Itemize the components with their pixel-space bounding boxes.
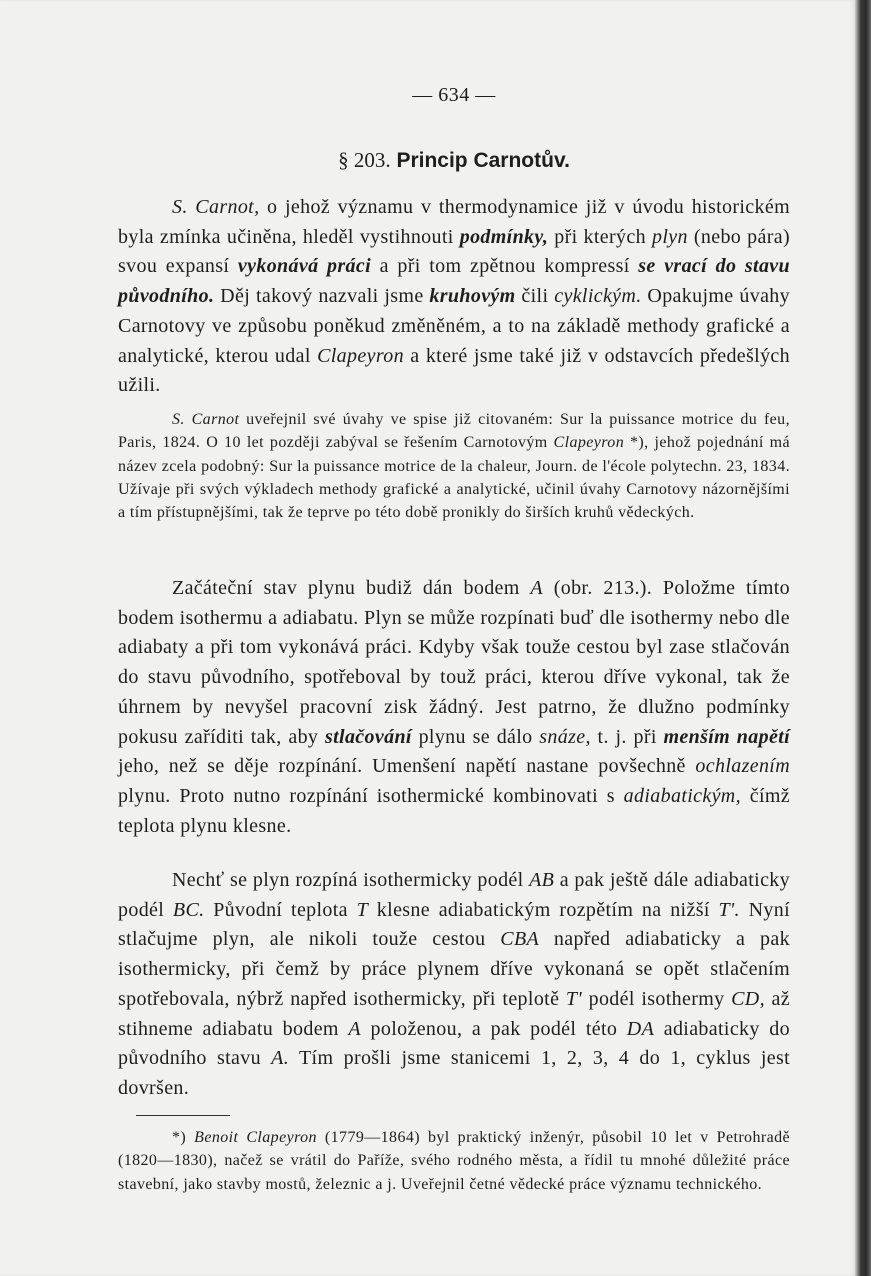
page-edge-shadow	[855, 0, 871, 1276]
text-run: Opakujme úvahy Carnotovy ve způsobu poněkud změněném, a to na základě methody grafické a analytické, kterou udal	[118, 285, 791, 367]
emphasis-run: cyklickým.	[554, 285, 642, 308]
text-run: plynu se dálo	[411, 725, 540, 748]
emphasis-run: se vrací do stavu původního.	[118, 255, 790, 308]
emphasis-run: A	[348, 1017, 361, 1040]
emphasis-run: CD,	[731, 987, 765, 1010]
page-number: — 634 —	[412, 84, 496, 106]
emphasis-run: S. Carnot,	[172, 196, 260, 218]
section-heading	[118, 148, 790, 173]
text-run: Nechť se plyn rozpíná isothermicky podél	[172, 869, 530, 891]
text-run: položenou, a pak podél této	[360, 1017, 627, 1040]
emphasis-run: A.	[271, 1047, 290, 1070]
text-run: adiabaticky do původního stavu	[118, 1017, 790, 1070]
emphasis-run: vykonává práci	[237, 255, 371, 278]
text-run: a při tom zpětnou kompressí	[371, 255, 639, 278]
text-run: při kterých	[548, 225, 652, 248]
text-run: klesne adiabatickým rozpětím na nižší	[368, 898, 719, 921]
emphasis-run: T	[356, 898, 369, 921]
emphasis-run: A	[530, 577, 543, 599]
text-run: (nebo pára) svou expansí	[118, 225, 790, 278]
emphasis-run: snáze,	[539, 725, 591, 748]
emphasis-run: T'.	[718, 898, 740, 921]
emphasis-run: stlačování	[325, 725, 412, 748]
text-run: *)	[172, 1129, 195, 1146]
emphasis-run: CBA	[500, 928, 540, 951]
text-run: Nyní stlačujme plyn, ale nikoli touže cestou	[118, 898, 790, 951]
text-run: jeho, než se děje rozpínání. Umenšení napětí nastane povšechně	[118, 755, 696, 778]
emphasis-run: podmínky,	[459, 225, 549, 248]
text-run: Začáteční stav plynu budiž dán bodem	[172, 577, 531, 599]
emphasis-run: S. Carnot	[172, 411, 240, 428]
emphasis-run: Clapeyron	[553, 434, 625, 452]
text-run: a pak ještě dále adiabaticky podél	[118, 869, 791, 921]
text-run: čímž teplota plynu klesne.	[118, 784, 790, 837]
paragraph-cycle-description	[118, 866, 790, 1104]
emphasis-run: ochlazením	[695, 755, 790, 778]
text-run: Tím prošli jsme stanicemi 1, 2, 3, 4 do 1, cyklus jest dovršen.	[118, 1047, 791, 1099]
footnote-divider	[136, 1115, 230, 1116]
paragraph-historical-note	[118, 408, 790, 524]
emphasis-run: DA	[626, 1017, 655, 1040]
text-run: uveřejnil své úvahy ve spise již citovaném: Sur la puissance motrice du feu, Paris, 1824. O 10 let později zabýval se řešením Carnotovým	[118, 411, 790, 452]
text-run: podél isothermy	[582, 987, 732, 1010]
emphasis-run: menším napětí	[663, 725, 791, 748]
text-run: (obr. 213.). Položme tímto bodem isothermu a adiabatu. Plyn se může rozpínati buď dle isothermy nebo dle adiabaty a při tom vykonává práci. Kdyby však touže cestou byl zase stlačován do stavu původního, spotřeboval by touž práci, kterou dříve vykonal, tak že úhrnem by nevyšel pracovní zisk žádný. Jest patrno, že dlužno podmínky pokusu zaříditi tak, aby	[118, 577, 791, 748]
emphasis-run: T'	[565, 987, 582, 1010]
paragraph-intro	[118, 193, 790, 401]
footnote	[118, 1126, 790, 1196]
section-number: § 203.	[338, 148, 391, 172]
emphasis-run: adiabatickým,	[623, 784, 741, 807]
emphasis-run: plyn	[652, 225, 688, 248]
text-run: plynu. Proto nutno rozpínání isothermické kombinovati s	[118, 784, 624, 807]
text-run: čili	[515, 285, 555, 308]
text-run: Děj takový nazvali jsme	[214, 285, 430, 308]
emphasis-run: AB	[529, 869, 555, 891]
text-run: t. j. při	[590, 725, 664, 748]
text-run: až stihneme adiabatu bodem	[118, 987, 790, 1040]
text-run: (1779—1864) byl praktický inženýr, působil 10 let v Petrohradě (1820—1830), načež se vrátil do Paříže, svého rodného města, a řídil tu mnohé důležité práce stavební, jako stavby mostů, železnic a j. Uveřejnil četné vědecké práce významu technického.	[118, 1129, 790, 1193]
emphasis-run: kruhovým	[429, 285, 516, 308]
paragraph-initial-state	[118, 574, 790, 841]
text-run: Původní teplota	[204, 898, 357, 921]
section-title: Princip Carnotův.	[396, 149, 570, 172]
text-run: a které jsme také již v odstavcích předešlých užili.	[118, 344, 790, 397]
text-run: o jehož významu v thermodynamice již v úvodu historickém byla zmínka učiněna, hleděl vystihnouti	[118, 196, 790, 248]
emphasis-run: Benoit Clapeyron	[194, 1129, 317, 1146]
text-run: *), jehož pojednání má název zcela podobný: Sur la puissance motrice de la chaleur, Journ. de l'école polytechn. 23, 1834. Užívaje při svých výkladech methody grafické a analytické, učinil úvahy Carnotovy názornějšími a tím přístupnějšími, tak že teprve po této době pronikly do širších kruhů vědeckých.	[118, 434, 790, 522]
text-run: napřed adiabaticky a pak isothermicky, při čemž by práce plynem dříve vykonaná se opět stlačením spotřebovala, nýbrž napřed isothermicky, při teplotě	[118, 928, 790, 1010]
emphasis-run: BC.	[172, 898, 205, 921]
emphasis-run: Clapeyron	[317, 344, 404, 367]
